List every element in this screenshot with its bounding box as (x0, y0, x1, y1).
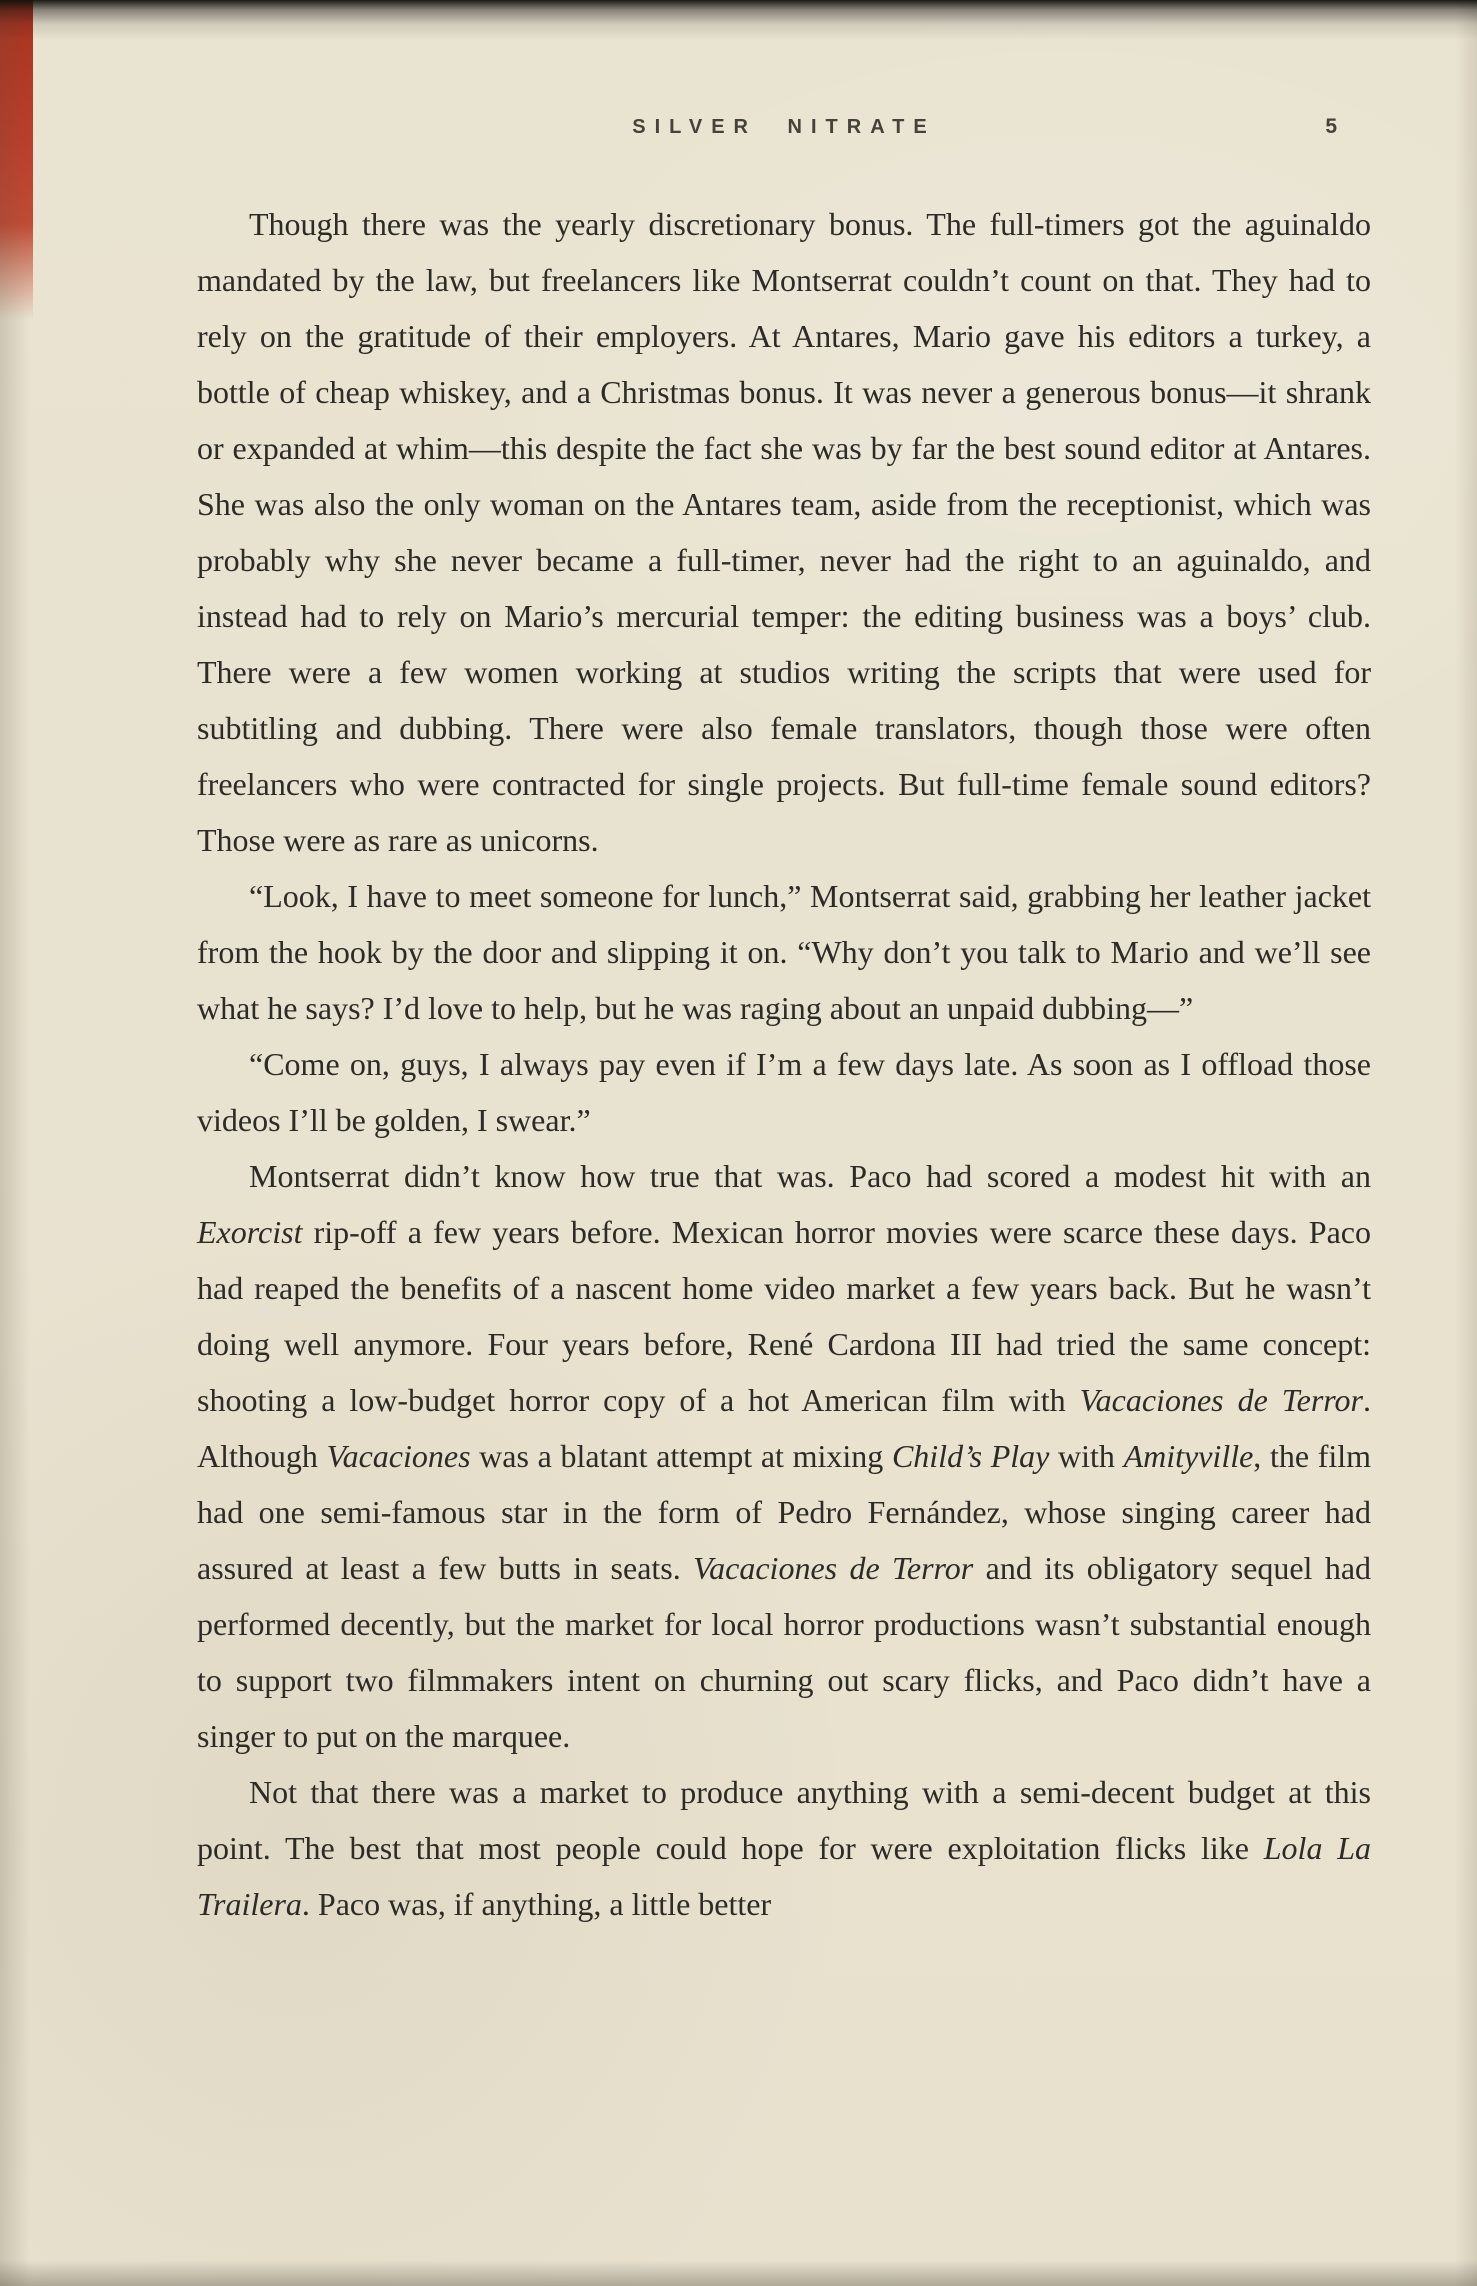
italic-title-text: Lola La Trailera (197, 1830, 1372, 1922)
paragraph (197, 1764, 1371, 1932)
body-text: Though there was the yearly discretionary bonus. The full-timers got the aguinaldo mandated by the law, but freelancers like Montserrat couldn’t count on that. They had to rely on the gratitude of their employers. At Antares, Mario gave his editors a turkey, a bottle of cheap whiskey, and a Christmas bonus. It was never a generous bonus—it shrank or expanded at whim—this despite the fact she was by far the best sound editor at Antares. She was also the only woman on the Antares team, aside from the receptionist, which was probably why she never became a full-timer, never had the right to an aguinaldo, and instead had to rely on Mario’s mercurial temper: the editing business was a boys’ club. There were a few women working at studios writing the scripts that were used for subtitling and dubbing. There were also female translators, though those were often freelancers who were contracted for single projects. But full-time female sound editors? Those were as rare as unicorns. (197, 206, 1371, 858)
italic-title-text: Vacaciones (326, 1438, 471, 1474)
paragraph (197, 1148, 1371, 1764)
body-text: , the film had one semi-famous star in the form of Pedro Fernández, whose singing career had assured at least a few butts in seats. (197, 1438, 1372, 1586)
page-number: 5 (1325, 115, 1337, 138)
body-text: with (1049, 1438, 1124, 1474)
italic-title-text: Vacaciones de Terror (693, 1550, 974, 1586)
body-text: . Although (197, 1382, 1372, 1474)
paragraph (197, 1036, 1371, 1148)
page-content (197, 116, 1371, 1932)
body-text: Montserrat didn’t know how true that was. Paco had scored a modest hit with an (249, 1158, 1371, 1194)
body-text: was a blatant attempt at mixing (470, 1438, 892, 1474)
body-text: Not that there was a market to produce anything with a semi-decent budget at this point. The best that most people could hope for were exploitation flicks like (197, 1774, 1371, 1866)
body-text: “Come on, guys, I always pay even if I’m a few days late. As soon as I offload those videos I’ll be golden, I swear.” (197, 1046, 1371, 1138)
paragraph (197, 868, 1371, 1036)
paragraph (197, 196, 1371, 868)
right-edge-shadow (1455, 0, 1477, 2286)
body-text: “Look, I have to meet someone for lunch,” Montserrat said, grabbing her leather jacket from the hook by the door and slipping it on. “Why don’t you talk to Mario and we’ll see what he says? I’d love to help, but he was raging about an unpaid dubbing—” (197, 878, 1371, 1026)
body-text: and its obligatory sequel had performed decently, but the market for local horror productions wasn’t substantial enough to support two filmmakers intent on churning out scary flicks, and Paco didn’t have a singer to put on the marquee. (197, 1550, 1372, 1754)
left-edge-shadow (0, 0, 30, 2286)
italic-title-text: Child’s Play (891, 1438, 1050, 1474)
italic-title-text: Vacaciones de Terror (1079, 1382, 1364, 1418)
text-block (197, 196, 1371, 1932)
italic-title-text: Amityville (1123, 1438, 1254, 1474)
bottom-edge-shadow (0, 2260, 1477, 2286)
running-header-title: SILVER NITRATE (632, 116, 936, 138)
body-text: . Paco was, if anything, a little better (301, 1886, 772, 1922)
italic-title-text: Exorcist (197, 1214, 303, 1250)
body-text: rip-off a few years before. Mexican horror movies were scarce these days. Paco had reaped the benefits of a nascent home video market a few years back. But he wasn’t doing well anymore. Four years before, René Cardona III had tried the same concept: shooting a low-budget horror copy of a hot American film with (197, 1214, 1371, 1418)
top-edge-shadow (0, 0, 1477, 40)
running-header (197, 116, 1371, 160)
